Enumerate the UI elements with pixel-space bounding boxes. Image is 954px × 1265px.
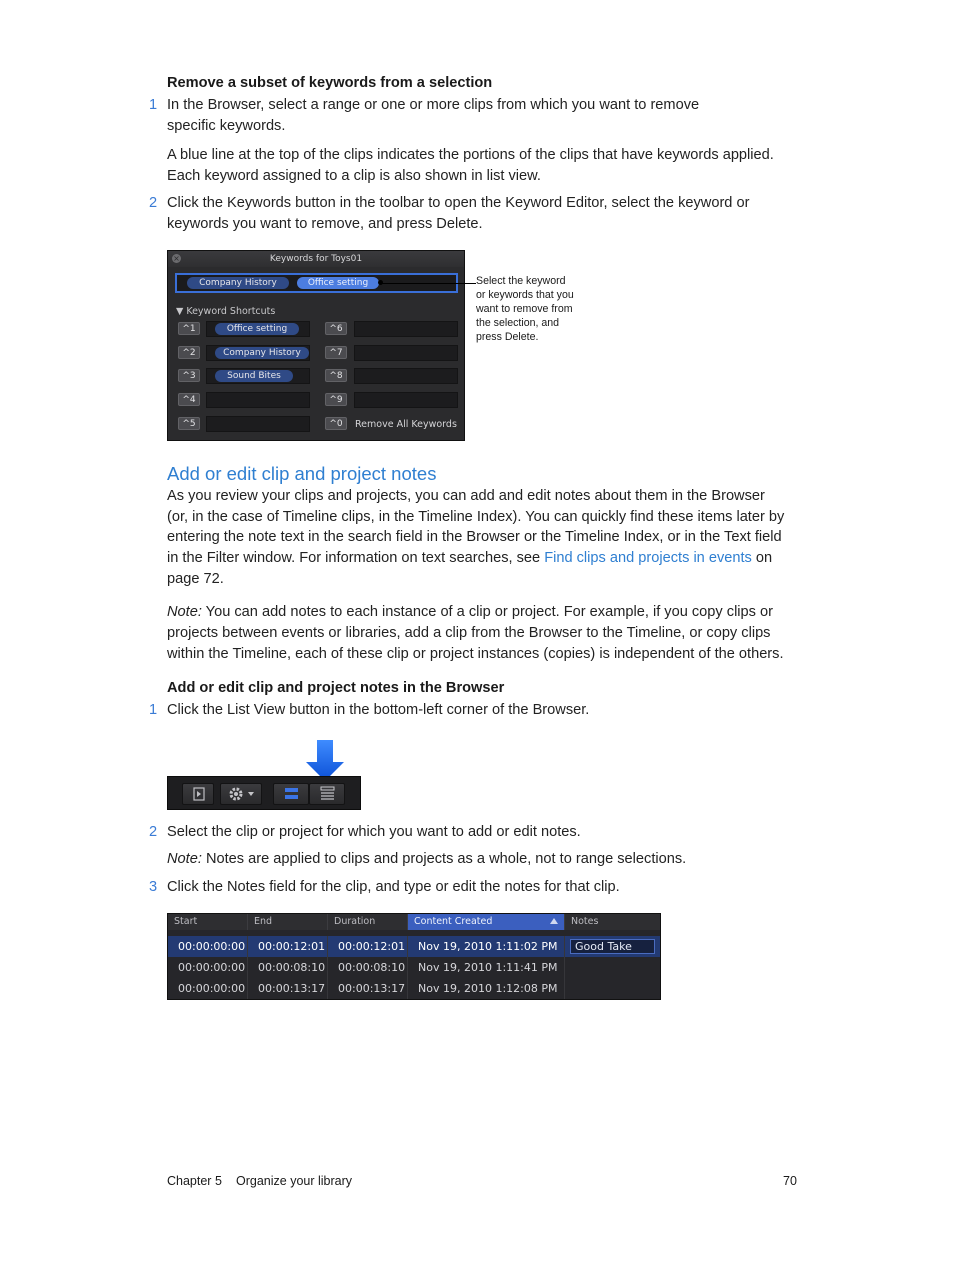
browser-list-view — [167, 913, 661, 1000]
paragraph: entering the note text in the search field in the Browser or the Timeline Index, or in the Text field — [167, 529, 782, 545]
shortcut-key: ^7 — [325, 346, 347, 359]
cell-content-created: Nov 19, 2010 1:11:02 PM — [408, 936, 565, 957]
paragraph: As you review your clips and projects, you can add and edit notes about them in the Browser — [167, 488, 765, 504]
column-header-end[interactable]: End — [248, 914, 328, 930]
shortcut-keyword: Company History — [215, 347, 309, 359]
cell-start: 00:00:00:00 — [168, 957, 248, 978]
paragraph: in the Filter window. For information on text searches, see Find clips and projects in events on — [167, 550, 773, 566]
note: within the Timeline, each of these clip or project instances (copies) is independent of the others. — [167, 646, 784, 662]
shortcut-slot[interactable] — [206, 321, 310, 337]
shortcut-slot[interactable] — [206, 416, 310, 432]
step-text: Click the Keywords button in the toolbar to open the Keyword Editor, select the keyword or — [167, 195, 750, 211]
clip-appearance-icon — [183, 784, 213, 804]
list-view-icon — [310, 784, 344, 804]
step-text: keywords you want to remove, and press Delete. — [167, 216, 483, 232]
cell-duration: 00:00:08:10 — [328, 957, 408, 978]
shortcut-key: ^3 — [178, 369, 200, 382]
shortcut-slot[interactable] — [206, 368, 310, 384]
step-text: Select the clip or project for which you want to add or edit notes. — [167, 824, 581, 840]
filmstrip-view-icon — [274, 784, 308, 804]
keyword-tag[interactable]: Company History — [187, 277, 289, 289]
shortcut-keyword: Sound Bites — [215, 370, 293, 382]
note-label: Note: — [167, 851, 202, 867]
find-clips-link[interactable]: Find clips and projects in events — [544, 550, 752, 566]
table-row[interactable] — [168, 957, 660, 978]
table-row[interactable] — [168, 978, 660, 999]
step-number: 2 — [149, 824, 158, 840]
shortcut-key: ^1 — [178, 322, 200, 335]
cell-end: 00:00:12:01 — [248, 936, 328, 957]
cell-end: 00:00:08:10 — [248, 957, 328, 978]
page-number: 70 — [783, 1174, 797, 1188]
notes-field[interactable]: Good Take — [570, 939, 655, 954]
note: projects between events or libraries, add a clip from the Browser to the Timeline, or copy clips — [167, 625, 771, 641]
table-row[interactable] — [168, 936, 660, 957]
subheading-remove-keywords: Remove a subset of keywords from a selection — [167, 75, 493, 91]
shortcut-key: ^5 — [178, 417, 200, 430]
column-header-start[interactable]: Start — [168, 914, 248, 930]
note: Note: You can add notes to each instance of a clip or project. For example, if you copy clips or — [167, 604, 773, 620]
sort-ascending-icon — [550, 918, 558, 924]
browser-toolbar — [167, 776, 361, 810]
shortcut-slot[interactable] — [354, 392, 458, 408]
cell-start: 00:00:00:00 — [168, 936, 248, 957]
step-text: Click the Notes field for the clip, and type or edit the notes for that clip. — [167, 879, 620, 895]
keyword-editor-title: Keywords for Toys01 — [168, 251, 464, 267]
notes-field[interactable] — [565, 957, 660, 978]
shortcut-key: ^2 — [178, 346, 200, 359]
shortcut-key: ^6 — [325, 322, 347, 335]
shortcut-slot[interactable] — [206, 345, 310, 361]
step-text: In the Browser, select a range or one or more clips from which you want to remove — [167, 97, 700, 113]
gear-icon — [221, 784, 261, 804]
shortcut-key: ^8 — [325, 369, 347, 382]
cell-end: 00:00:13:17 — [248, 978, 328, 999]
close-icon[interactable]: × — [173, 254, 180, 263]
subheading-add-notes: Add or edit clip and project notes in the Browser — [167, 680, 505, 696]
cell-content-created: Nov 19, 2010 1:11:41 PM — [408, 957, 565, 978]
note-label: Note: — [167, 604, 202, 620]
keyword-editor-panel — [167, 250, 465, 441]
paragraph: page 72. — [167, 571, 224, 587]
keyword-shortcuts-header[interactable]: ▼ Keyword Shortcuts — [176, 306, 276, 317]
shortcut-keyword: Office setting — [215, 323, 299, 335]
filmstrip-button[interactable] — [182, 783, 214, 805]
cell-duration: 00:00:12:01 — [328, 936, 408, 957]
step-number: 1 — [149, 97, 158, 113]
shortcut-key: ^0 — [325, 417, 347, 430]
cell-duration: 00:00:13:17 — [328, 978, 408, 999]
shortcut-slot[interactable] — [354, 368, 458, 384]
callout-text: Select the keyword or keywords that you want to remove from the selection, and press Delete. — [476, 275, 574, 343]
paragraph: A blue line at the top of the clips indicates the portions of the clips that have keywords applied. — [167, 147, 774, 163]
shortcut-key: ^4 — [178, 393, 200, 406]
step-number: 2 — [149, 195, 158, 211]
action-menu-button[interactable] — [220, 783, 262, 805]
note: Note: Notes are applied to clips and projects as a whole, not to range selections. — [167, 851, 687, 867]
keyword-tag-selected[interactable]: Office setting — [297, 277, 379, 289]
shortcut-slot[interactable] — [354, 321, 458, 337]
filmstrip-view-button[interactable] — [273, 783, 309, 805]
step-text: specific keywords. — [167, 118, 286, 134]
remove-all-keywords-button[interactable]: Remove All Keywords — [355, 419, 457, 430]
cell-content-created: Nov 19, 2010 1:12:08 PM — [408, 978, 565, 999]
paragraph: (or, in the case of Timeline clips, in the Timeline Index). You can quickly find these items later by — [167, 509, 785, 525]
section-heading: Add or edit clip and project notes — [167, 463, 437, 484]
paragraph: Each keyword assigned to a clip is also shown in list view. — [167, 168, 541, 184]
list-view-button[interactable] — [309, 783, 345, 805]
column-header-duration[interactable]: Duration — [328, 914, 408, 930]
step-text: Click the List View button in the bottom-left corner of the Browser. — [167, 702, 590, 718]
cell-start: 00:00:00:00 — [168, 978, 248, 999]
step-number: 3 — [149, 879, 158, 895]
step-number: 1 — [149, 702, 158, 718]
shortcut-slot[interactable] — [354, 345, 458, 361]
shortcut-key: ^9 — [325, 393, 347, 406]
callout-line — [381, 283, 476, 284]
notes-field[interactable] — [565, 978, 660, 999]
footer-chapter: Chapter 5 — [167, 1174, 222, 1188]
footer-chapter-link[interactable]: Organize your library — [236, 1174, 353, 1188]
column-header-notes[interactable]: Notes — [565, 914, 660, 930]
column-header-content-created[interactable]: Content Created — [408, 914, 565, 930]
shortcut-slot[interactable] — [206, 392, 310, 408]
